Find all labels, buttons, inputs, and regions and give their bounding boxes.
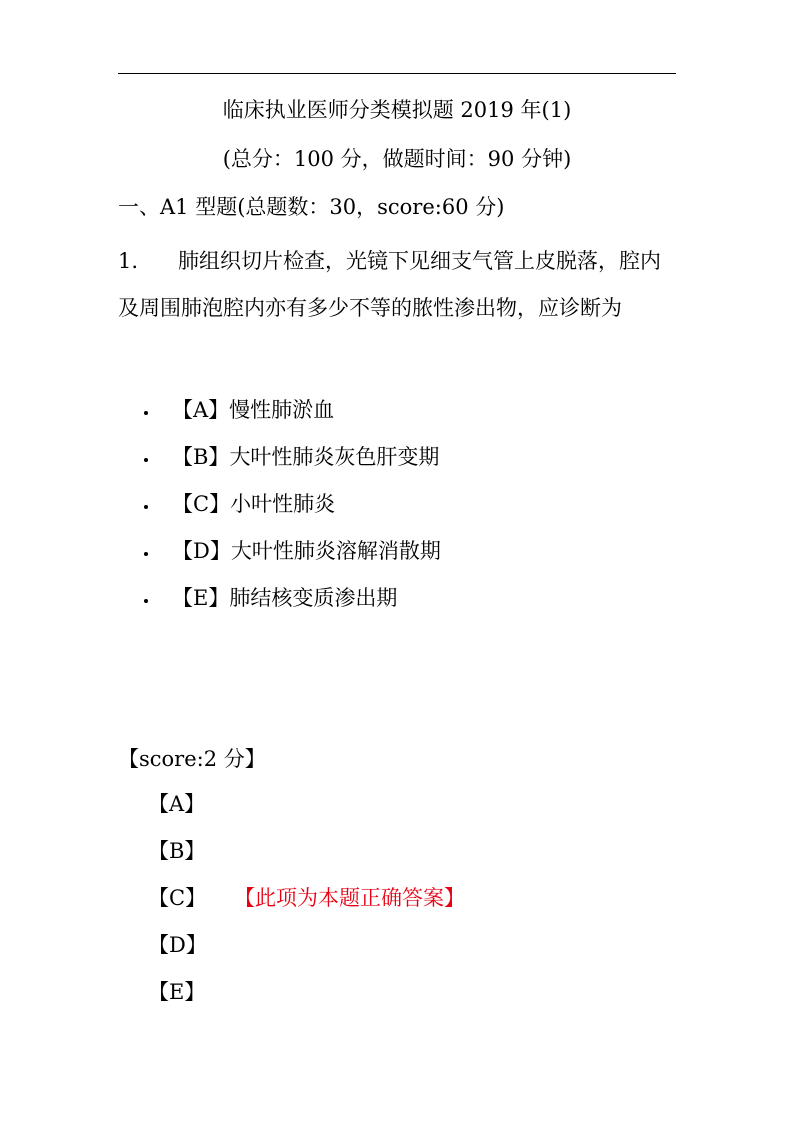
option-a (142, 395, 441, 442)
option-list (142, 395, 441, 630)
answer-label: 【B】 (148, 839, 206, 863)
answer-label: 【A】 (148, 792, 206, 816)
option-d (142, 536, 441, 583)
answer-label: 【C】 (148, 886, 207, 910)
question-text: 肺组织切片检查，光镜下见细支气管上皮脱落，腔内及周围肺泡腔内亦有多少不等的脓性渗出物，应诊断为 (118, 249, 661, 320)
answer-label: 【D】 (148, 933, 207, 957)
section-heading: 一、A1 型题(总题数：30，score:60 分) (118, 195, 505, 219)
correct-answer-note: 【此项为本题正确答案】 (234, 886, 465, 910)
option-e (142, 583, 441, 630)
option-label: 【A】 (172, 398, 230, 422)
option-label: 【E】 (172, 586, 230, 610)
option-text: 小叶性肺炎 (230, 492, 336, 516)
option-label: 【C】 (172, 492, 231, 516)
question-number: 1. (118, 249, 139, 273)
option-c (142, 489, 441, 536)
option-text: 肺结核变质渗出期 (229, 586, 398, 610)
page-subtitle: (总分：100 分，做题时间：90 分钟) (222, 147, 572, 171)
option-text: 大叶性肺炎溶解消散期 (230, 539, 441, 563)
question-stem (118, 238, 678, 332)
page-title: 临床执业医师分类模拟题 2019 年(1) (222, 98, 572, 122)
option-b (142, 442, 441, 489)
score-label: 【score:2 分】 (118, 747, 266, 771)
answer-row-a (148, 790, 465, 837)
option-label: 【B】 (172, 445, 230, 469)
answer-row-b (148, 837, 465, 884)
answer-key-list (148, 790, 465, 1025)
option-text: 慢性肺淤血 (229, 398, 335, 422)
answer-row-c (148, 884, 465, 931)
answer-row-d (148, 931, 465, 978)
header-rule (118, 73, 676, 74)
answer-row-e (148, 978, 465, 1025)
answer-label: 【E】 (148, 980, 206, 1004)
option-label: 【D】 (172, 539, 231, 563)
option-text: 大叶性肺炎灰色肝变期 (229, 445, 440, 469)
